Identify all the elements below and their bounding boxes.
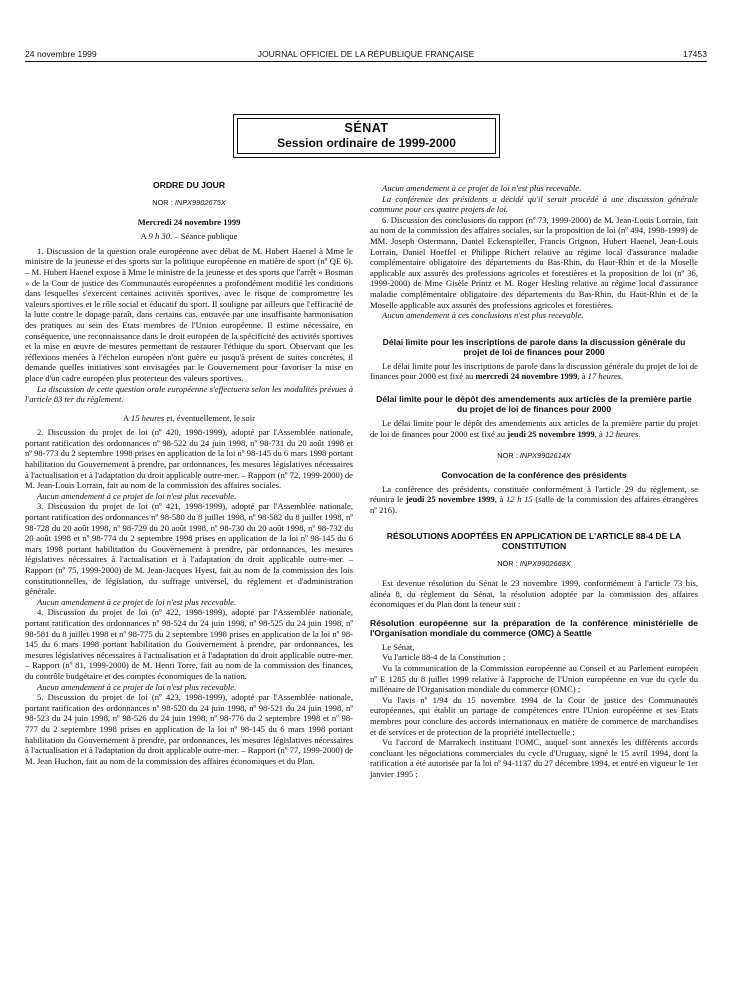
nor-line-2: NOR : INPX9902614X (497, 451, 571, 461)
convocation-heading: Convocation de la conférence des présidents (441, 469, 627, 480)
item-4-note: Aucun amendement à ce projet de loi n'est plus recevable. (37, 681, 237, 692)
banner-subtitle: Session ordinaire de 1999-2000 (277, 136, 456, 150)
convocation-text: La conférence des présidents, constituée conformément à l'article 29 du règlement, se réunira le jeudi 25 novembre 1999, à 12 h 15 (salle de la commission des affaires étrangères nº 216). (370, 483, 699, 515)
resolutions-heading: RÉSOLUTIONS ADOPTÉES EN APPLICATION DE L'ARTICLE 88-4 DE LA CONSTITUTION (386, 531, 682, 552)
header-journal-title: JOURNAL OFFICIEL DE LA RÉPUBLIQUE FRANÇAISE (257, 49, 475, 59)
resolution-line-2: Vu l'article 88-4 de la Constitution ; (382, 652, 506, 663)
order-heading: ORDRE DU JOUR (152, 180, 226, 190)
conference-note: La conférence des présidents a décidé qu'il serait procédé à une discussion générale commune pour ces quatre projets de loi. (370, 193, 698, 215)
nor-code: INPX9902675X (174, 198, 226, 207)
senat-banner-inner (237, 118, 496, 154)
resolutions-intro: Est devenue résolution du Sénat le 23 novembre 1999, conformément à l'article 73 bis, alinéa 8, du règlement du Sénat, la résolution adoptée par la commission des affaires économiques et du Plan dont la teneur suit : (370, 578, 698, 610)
item-1: 1. Discussion de la question orale européenne avec débat de M. Hubert Haenel à Mme le ministre de la jeunesse et des sports sur la politique européenne en matière de sport (nº QE 6). – M. Hubert Haenel expose à Mme le ministre de la jeunesse et des sports que l'arrêt « Bosman » de la Cour de justice des Communautés européennes a profondément modifié les conditions dans lesquelles s'exercent certaines activités sportives, avec le risque de compromettre les valeurs sportives et le rôle social et éducatif du sport. Il souligne par ailleurs que l'efficacité de la lutte contre le dopage paraît, dans certains cas, entravée par une insuffisante harmonisation des pratiques au sein des Etats membres de l'Union européenne. Il estime nécessaire, en conséquence, une reconnaissance dans le droit européen de la spécificité des activités sportives et la mise en œuvre de mesures permettant de restaurer l'éthique du sport. Observant que les réflexions menées à l'échelon européen n'ont guère eu jusqu'à présent de suites concrètes, il demande quelles initiatives sont envisagées par le Gouvernement pour favoriser la mise en place d'un cadre européen plus protecteur des valeurs sportives. (25, 245, 353, 383)
item-6-note: Aucun amendement à ces conclusions n'est plus recevable. (382, 310, 584, 321)
right-column (370, 183, 698, 780)
resolution-line-1: Le Sénat, (382, 641, 415, 652)
time-line: A 9 h 30. – Séance publique (140, 231, 238, 242)
nor-line-3: NOR : INPX9902668X (497, 559, 571, 569)
nor-line (25, 198, 353, 209)
deadline-amendments-heading: Délai limite pour le dépôt des amendements aux articles de la première partie du projet de loi de finances pour 2000 (376, 393, 692, 414)
item-2: 2. Discussion du projet de loi (nº 420, 1998-1999), adopté par l'Assemblée nationale, portant ratification des ordonnances nº 98-522 du 24 juin 1998, nº 98-731 du 20 août 1998 et nº 98-773 du 2 septembre 1998 prises en application de la loi nº 98-145 du 6 mars 1998 portant habilitation du Gouvernement à prendre, par ordonnances, les mesures législatives nécessaires à l'actualisation et à l'adaptation du droit applicable outre-mer. – Rapport (nº 72, 1999-2000) de M. Jean-Louis Lorrain, fait au nom de la commission des affaires sociales. (25, 427, 353, 491)
item-5: 5. Discussion du projet de loi (nº 423, 1998-1999), adopté par l'Assemblée nationale, portant ratification des ordonnances nº 98-520 du 24 juin 1998, nº 98-521 du 24 juin 1998, nº 98-523 du 24 juin 1998, nº 98-526 du 24 juin 1998, nº 98-776 du 2 septembre 1998 et nº 98-777 du 2 septembre 1998 prises en application de la loi nº 98-145 du 6 mars 1998 portant habilitation du Gouvernement à prendre, par ordonnances, les mesures législatives nécessaires à l'actualisation et à l'adaptation du droit applicable outre-mer. – Rapport (nº 77, 1999-2000) de M. Jean Huchon, fait au nom de la commission des affaires économiques et du Plan. (25, 692, 353, 766)
header-rule (25, 61, 707, 62)
item-6: 6. Discussion des conclusions du rapport (nº 73, 1999-2000) de M. Jean-Louis Lorrain, fait au nom de la commission des affaires sociales, sur la proposition de loi (nº 494, 1998-1999) de MM. Joseph Ostermann, Daniel Eckenspieller, Francis Grignon, Hubert Haenel, Jean-Louis Lorrain, Daniel Hoeffel et Philippe Richert relative au régime local d'assurance maladie complémentaire obligatoire des départements du Bas-Rhin, du Haut-Rhin et de la Moselle applicable aux assurés des professions agricoles et forestières et la proposition de loi (nº 36, 1999-2000) de Mme Gisèle Printz et M. Roger Hesling relative au régime local d'assurance maladie complémentaire obligatoire des départements du Bas-Rhin, du Haut-Rhin et de la Moselle applicable aux assurés des professions agricoles et forestières. (370, 214, 698, 310)
deadline-amendments-text: Le délai limite pour le dépôt des amendements aux articles de la première partie du projet de loi de finances pour 2000 est fixé au jeudi 25 novembre 1999, à 12 heures. (370, 417, 698, 439)
item-1-note: La discussion de cette question orale européenne s'effectuera selon les modalités prévues à l'article 83 ter du règlement. (25, 383, 353, 405)
item-5-note: Aucun amendement à ce projet de loi n'est plus recevable. (382, 183, 582, 193)
item-4: 4. Discussion du projet de loi (nº 422, 1998-1999), adopté par l'Assemblée nationale, portant ratification des ordonnances nº 98-524 du 24 juin 1998, nº 98-525 du 24 juin 1998, nº 98-581 du 8 juillet 1998 et nº 98-775 du 2 septembre 1998 prises en application de la loi nº 98-145 du 6 mars 1998 portant habilitation du Gouvernement à prendre, par ordonnances, les mesures législatives nécessaires à l'actualisation et à l'adaptation du droit applicable outre-mer. – Rapport (nº 81, 1999-2000) de M. Henri Torre, fait au nom de la commission des finances, du contrôle budgétaire et des comptes économiques de la nation. (25, 607, 353, 681)
resolution-title: Résolution européenne sur la préparation de la conférence ministérielle de l'Organisation mondiale du commerce (OMC) à Seattle (370, 617, 698, 638)
banner-title: SÉNAT (344, 121, 389, 135)
time-line-2: A 15 heures et, éventuellement, le soir (123, 412, 255, 423)
left-column (25, 180, 353, 766)
item-2-note: Aucun amendement à ce projet de loi n'est plus recevable. (37, 490, 237, 501)
item-3-note: Aucun amendement à ce projet de loi n'est plus recevable. (37, 596, 237, 607)
senat-banner (233, 114, 500, 158)
deadline-speaking-text: Le délai limite pour les inscriptions de parole dans la discussion générale du projet de loi de finances pour 2000 est fixé au mercredi 24 novembre 1999, à 17 heures. (370, 360, 698, 382)
header-page-number: 17453 (683, 49, 707, 59)
resolution-line-5: Vu l'accord de Marrakech instituant l'OMC, auquel sont annexés les différents accords concluant les négociations commerciales du cycle d'Uruguay, signé le 15 avril 1994, dont la ratification a été autorisée par la loi nº 94-1137 du 27 décembre 1994, et entré en vigueur le 1er janvier 1995 ; (370, 737, 698, 779)
item-3: 3. Discussion du projet de loi (nº 421, 1998-1999), adopté par l'Assemblée nationale, portant ratification des ordonnances nº 98-580 du 8 juillet 1998, nº 98-582 du 8 juillet 1998, nº 98-728 du 20 août 1998, nº 98-729 du 20 août 1998, nº 98-730 du 20 août 1998, nº 98-732 du 20 août 1998 et nº 98-774 du 2 septembre 1998 prises en application de la loi nº 98-145 du 6 mars 1998 portant habilitation du Gouvernement à prendre, par ordonnances, les mesures législatives nécessaires à l'actualisation et à l'adaptation du droit applicable outre-mer. – Rapport (nº 75, 1999-2000) de M. Jean-Jacques Hyest, fait au nom de la commission des lois constitutionnelles, de législation, du suffrage universel, du règlement et d'administration générale. (25, 501, 353, 597)
deadline-speaking-heading: Délai limite pour les inscriptions de parole dans la discussion générale du projet de loi de finances pour 2000 (382, 336, 686, 357)
resolution-line-3: Vu la communication de la Commission européenne au Conseil et au Parlement européen nº E 1285 du 8 juillet 1999 relative à l'approche de l'Union européenne en vue du cycle du millénaire de l'Organisation mondiale du commerce (OMC) ; (370, 663, 698, 695)
header-date: 24 novembre 1999 (25, 49, 97, 59)
nor-label: NOR : (152, 198, 173, 207)
resolution-line-4: Vu l'avis nº 1/94 du 15 novembre 1994 de la Cour de justice des Communautés européennes, qui établit un partage de compétences entre l'Union européenne et ses Etats membres pour conclure des accords internationaux en matière de commerce de marchandises et de services et de protection de la propriété intellectuelle ; (370, 694, 698, 737)
date-line: Mercredi 24 novembre 1999 (137, 216, 241, 227)
